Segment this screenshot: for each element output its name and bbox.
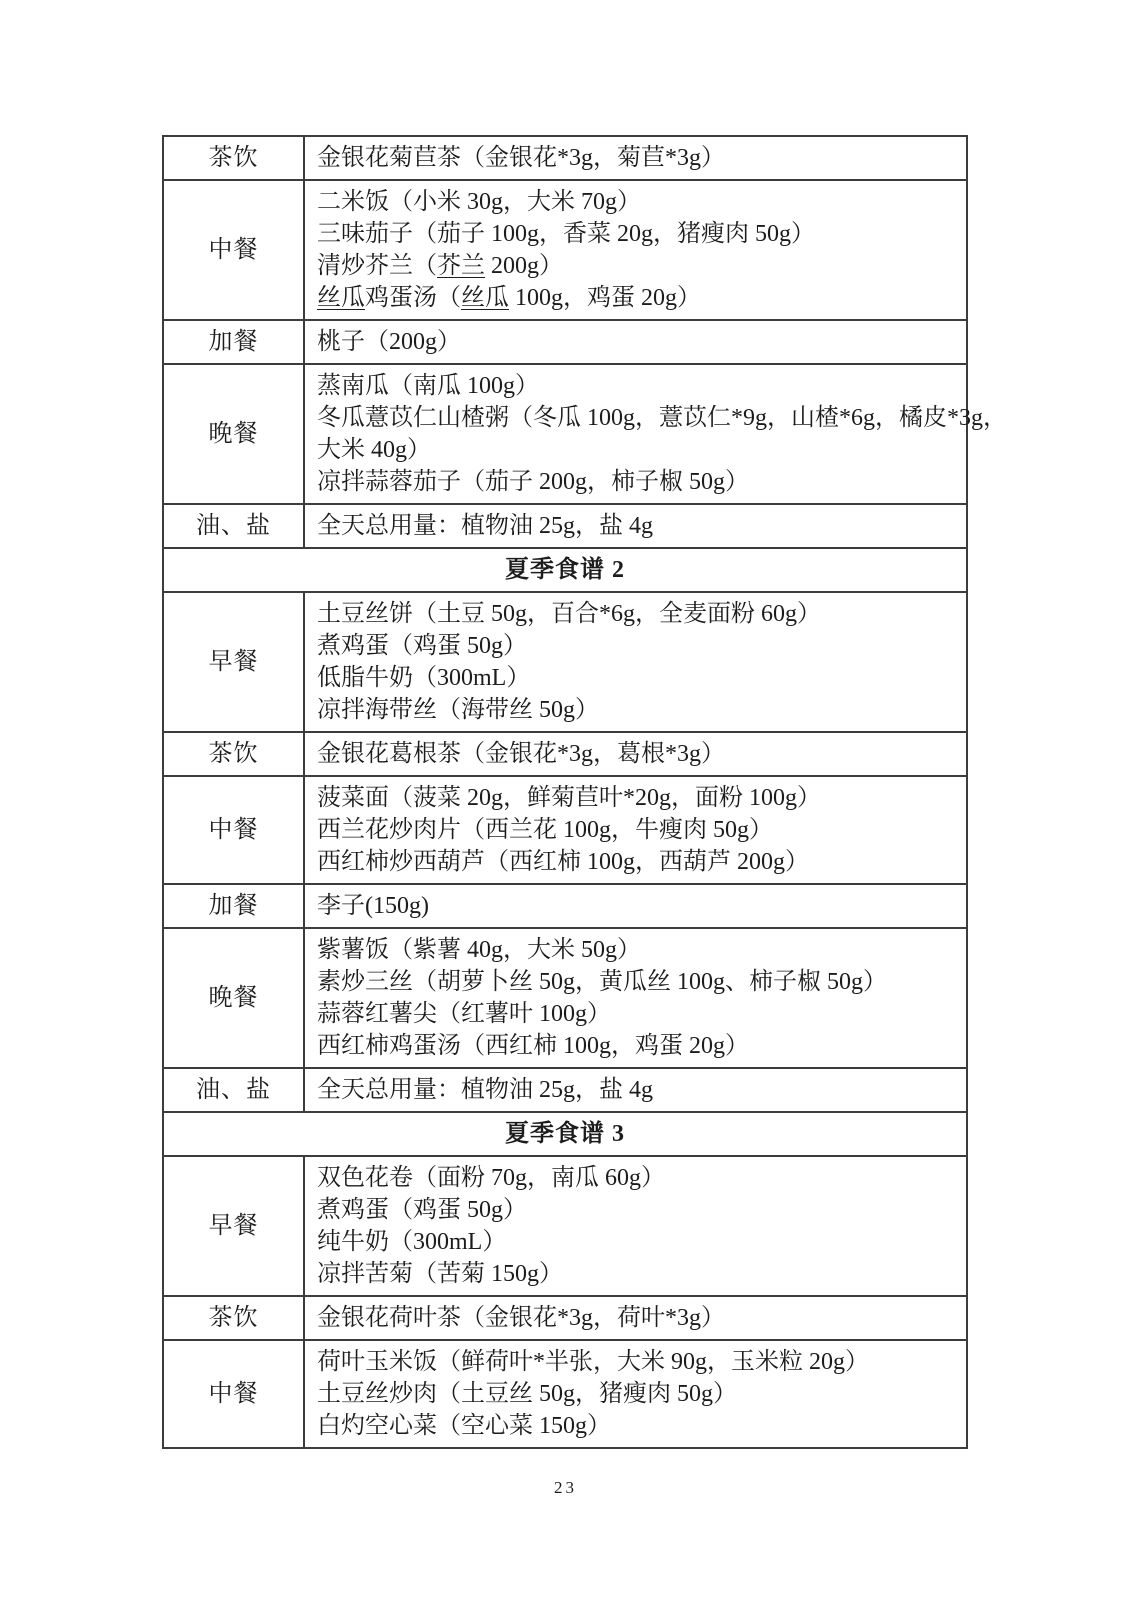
meal-content-cell (304, 180, 967, 320)
meal-content-cell (304, 776, 967, 884)
dish-line (317, 142, 954, 174)
meal-content-cell (304, 320, 967, 364)
meal-row (163, 1340, 967, 1448)
dish-text: 煮鸡蛋（鸡蛋 50g） (317, 633, 527, 659)
meal-label-cell (163, 1156, 304, 1296)
dish-text: 李子(150g) (317, 893, 429, 919)
dish-text: 白灼空心菜（空心菜 150g） (317, 1413, 611, 1439)
dish-line (317, 218, 954, 250)
meal-label-cell (163, 364, 304, 504)
meal-row (163, 1296, 967, 1340)
underlined-ingredient: 芥兰 (437, 253, 485, 279)
dish-line (317, 1302, 954, 1334)
meal-label: 晚餐 (208, 421, 259, 447)
meal-label-cell (163, 1068, 304, 1112)
dish-text: 土豆丝饼（土豆 50g，百合*6g，全麦面粉 60g） (317, 601, 821, 627)
dish-line (317, 282, 954, 314)
dish-line (317, 1346, 954, 1378)
dish-line (317, 1030, 954, 1062)
dish-text: 凉拌蒜蓉茄子（茄子 200g，柿子椒 50g） (317, 469, 749, 495)
dish-text: 蒜蓉红薯尖（红薯叶 100g） (317, 1001, 611, 1027)
meal-label: 中餐 (208, 817, 259, 843)
meal-label-cell (163, 136, 304, 180)
dish-text: 西兰花炒肉片（西兰花 100g，牛瘦肉 50g） (317, 817, 773, 843)
dish-text: 素炒三丝（胡萝卜丝 50g，黄瓜丝 100g、柿子椒 50g） (317, 969, 887, 995)
meal-content-cell (304, 928, 967, 1068)
meal-label: 中餐 (208, 1381, 259, 1407)
dish-text: 大米 40g） (317, 437, 431, 463)
dish-line (317, 326, 954, 358)
dish-line (317, 846, 954, 878)
dish-text: 200g） (485, 253, 563, 279)
dish-line (317, 402, 1007, 434)
dish-line (317, 998, 954, 1030)
section-header-cell (163, 1112, 967, 1156)
dish-line (317, 250, 954, 282)
dish-line (317, 738, 954, 770)
meal-content-cell (304, 1340, 967, 1448)
dish-line (317, 1410, 954, 1442)
meal-row (163, 776, 967, 884)
dish-text: 冬瓜薏苡仁山楂粥（冬瓜 100g，薏苡仁*9g，山楂*6g，橘皮*3g， (317, 405, 1007, 431)
meal-plan-table (162, 135, 1007, 1449)
dish-text: 二米饭（小米 30g，大米 70g） (317, 189, 641, 215)
dish-line (317, 814, 954, 846)
meal-row (163, 504, 967, 548)
page-number: 23 (554, 1478, 577, 1497)
dish-text: 低脂牛奶（300mL） (317, 665, 531, 691)
meal-label: 早餐 (208, 649, 259, 675)
meal-row (163, 136, 967, 180)
dish-text: 清炒芥兰（ (317, 253, 437, 279)
dish-text: 紫薯饭（紫薯 40g，大米 50g） (317, 937, 641, 963)
dish-line (317, 598, 954, 630)
meal-content-cell (304, 504, 967, 548)
meal-label: 茶饮 (208, 741, 259, 767)
dish-line (317, 510, 954, 542)
dish-text: 三味茄子（茄子 100g，香菜 20g，猪瘦肉 50g） (317, 221, 815, 247)
meal-label: 中餐 (208, 237, 259, 263)
meal-row (163, 320, 967, 364)
meal-row (163, 928, 967, 1068)
dish-line (317, 934, 954, 966)
dish-line (317, 782, 954, 814)
dish-text: 金银花菊苣茶（金银花*3g，菊苣*3g） (317, 145, 725, 171)
meal-content-cell (304, 136, 967, 180)
dish-line (317, 1258, 954, 1290)
dish-text: 煮鸡蛋（鸡蛋 50g） (317, 1197, 527, 1223)
dish-text: 桃子（200g） (317, 329, 461, 355)
dish-line (317, 1074, 954, 1106)
meal-label-cell (163, 884, 304, 928)
dish-text: 土豆丝炒肉（土豆丝 50g，猪瘦肉 50g） (317, 1381, 737, 1407)
meal-label-cell (163, 776, 304, 884)
meal-label: 茶饮 (208, 145, 259, 171)
dish-text: 荷叶玉米饭（鲜荷叶*半张，大米 90g，玉米粒 20g） (317, 1349, 869, 1375)
meal-label: 加餐 (208, 893, 259, 919)
section-header-title: 夏季食谱 2 (505, 557, 625, 583)
dish-text: 凉拌苦菊（苦菊 150g） (317, 1261, 563, 1287)
dish-text: 蒸南瓜（南瓜 100g） (317, 373, 539, 399)
meal-label-cell (163, 928, 304, 1068)
meal-row (163, 732, 967, 776)
section-header-row (163, 1112, 967, 1156)
meal-label-cell (163, 732, 304, 776)
dish-line (317, 890, 954, 922)
dish-text: 100g，鸡蛋 20g） (509, 285, 701, 311)
meal-row (163, 180, 967, 320)
meal-row (163, 1156, 967, 1296)
dish-line (317, 434, 954, 466)
meal-row (163, 364, 967, 504)
dish-text: 菠菜面（菠菜 20g，鲜菊苣叶*20g，面粉 100g） (317, 785, 821, 811)
meal-label: 加餐 (208, 329, 259, 355)
dish-line (317, 1378, 954, 1410)
underlined-ingredient: 丝瓜 (317, 285, 365, 311)
meal-content-cell (304, 1068, 967, 1112)
dish-text: 西红柿炒西葫芦（西红柿 100g，西葫芦 200g） (317, 849, 809, 875)
dish-line (317, 1162, 954, 1194)
section-header-cell (163, 548, 967, 592)
meal-label-cell (163, 1340, 304, 1448)
dish-text: 金银花荷叶茶（金银花*3g，荷叶*3g） (317, 1305, 725, 1331)
dish-text: 西红柿鸡蛋汤（西红柿 100g，鸡蛋 20g） (317, 1033, 749, 1059)
meal-content-cell (304, 364, 1007, 504)
dish-text: 金银花葛根茶（金银花*3g，葛根*3g） (317, 741, 725, 767)
meal-row (163, 1068, 967, 1112)
meal-label: 晚餐 (208, 985, 259, 1011)
meal-content-cell (304, 884, 967, 928)
underlined-ingredient: 丝瓜 (461, 285, 509, 311)
dish-line (317, 1194, 954, 1226)
dish-line (317, 1226, 954, 1258)
meal-content-cell (304, 1296, 967, 1340)
meal-label-cell (163, 1296, 304, 1340)
meal-label: 早餐 (208, 1213, 259, 1239)
meal-label: 茶饮 (208, 1305, 259, 1331)
dish-text: 鸡蛋汤（ (365, 285, 461, 311)
meal-label-cell (163, 504, 304, 548)
meal-label: 油、盐 (196, 513, 271, 539)
meal-label-cell (163, 320, 304, 364)
dish-text: 双色花卷（面粉 70g，南瓜 60g） (317, 1165, 665, 1191)
section-header-row (163, 548, 967, 592)
meal-content-cell (304, 592, 967, 732)
dish-line (317, 186, 954, 218)
dish-line (317, 370, 954, 402)
dish-line (317, 466, 954, 498)
dish-line (317, 694, 954, 726)
meal-content-cell (304, 1156, 967, 1296)
meal-label-cell (163, 592, 304, 732)
section-header-title: 夏季食谱 3 (505, 1121, 625, 1147)
meal-row (163, 592, 967, 732)
meal-plan-table-body (163, 136, 1007, 1448)
meal-label: 油、盐 (196, 1077, 271, 1103)
meal-content-cell (304, 732, 967, 776)
dish-text: 全天总用量：植物油 25g，盐 4g (317, 513, 653, 539)
dish-text: 全天总用量：植物油 25g，盐 4g (317, 1077, 653, 1103)
dish-line (317, 662, 954, 694)
dish-line (317, 966, 954, 998)
dish-text: 纯牛奶（300mL） (317, 1229, 507, 1255)
dish-text: 凉拌海带丝（海带丝 50g） (317, 697, 599, 723)
meal-row (163, 884, 967, 928)
meal-label-cell (163, 180, 304, 320)
dish-line (317, 630, 954, 662)
